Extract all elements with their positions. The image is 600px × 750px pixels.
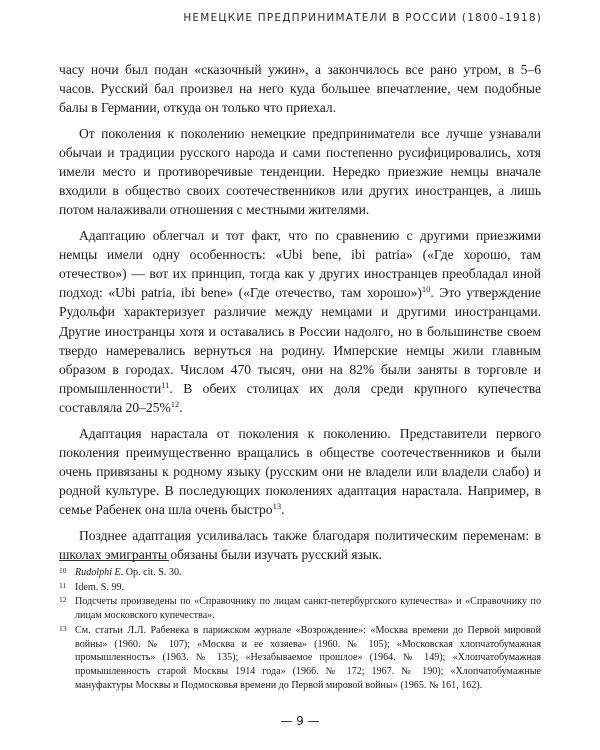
- running-header: НЕМЕЦКИЕ ПРЕДПРИНИМАТЕЛИ В РОССИИ (1800–1918): [183, 12, 542, 24]
- footnote-number: 13: [59, 623, 67, 633]
- footnote-11: [59, 581, 541, 595]
- footnote-13: [59, 624, 541, 693]
- paragraph-3: [59, 226, 541, 418]
- page-number: — 9 —: [280, 714, 320, 728]
- footnote-number: 10: [59, 566, 67, 575]
- footnote-text: См. статьи Л.Л. Рабенека в парижском журнале «Возрождение»: «Москва времени до Первой мировой войны» (1960. № 107); «Москва и ее хозяева» (1960. № 105); «Московская хлопчатобумажная промышленность» (1963. № 135); «Незабываемое прошлое» (1964. № 149); «Хлопчатобумажная промышленность старой Москвы 1914 года» (1966. № 172; 1967. № 190); «Хлопчатобумажные мануфактуры Москвы и Подмосковья времени до Первой мировой войны» (1965. № 161, 162).: [75, 624, 541, 691]
- main-text: [59, 60, 541, 570]
- paragraph-2: От поколения к поколению немецкие предприниматели все лучше узнавали обычаи и традиции русского народа и сами постепенно русифицировались, хотя имели место и противоречивые тенденции. Нередко приезжие немцы вначале входили в общество своих соотечественников или других иностранцев, а лишь потом налаживали отношения с местными жителями.: [59, 125, 541, 218]
- paragraph-3-text-d: .: [179, 400, 183, 416]
- paragraph-3-text-a: Адаптацию облегчал и тот факт, что по сравнению с другими приезжими немцы имели одну особенность: «Ubi bene, ibi patria» («Где хорошо, там отечество») — вот их принцип, тогда как у других иностранцев преобладал иной подход: «Ubi patria, ibi bene» («Где отечество, там хорошо»): [59, 227, 541, 301]
- footnotes: [59, 566, 541, 693]
- footnote-text: [75, 566, 541, 580]
- paragraph-3-text-b: . Это утверждение Рудольфи характеризует различие между немцами и другими иностранцами. Другие иностранцы хотя и оставались в России надолго, но в большинстве своем твердо намеревались вернуться на родину. Имперские немцы жили главным образом в городах. Числом 470 тысяч, они на 82% были заняты в торговле и промышленности: [59, 285, 541, 397]
- footnote-author: Rudolphi E.: [75, 567, 124, 578]
- footnote-number: 12: [59, 595, 67, 605]
- paragraph-4-text-b: .: [281, 502, 285, 518]
- footnote-10: [59, 566, 541, 580]
- footnote-ref-13[interactable]: 13: [272, 501, 282, 512]
- footnote-number: 11: [59, 580, 67, 590]
- footnote-citation: Op. cit. S. 30.: [123, 567, 182, 578]
- footnote-separator: [59, 560, 169, 561]
- paragraph-1: часу ночи был подан «сказочный ужин», а закончилось все рано утром, в 5–6 часов. Русский бал произвел на него куда большее впечатление, чем подобные балы в Германии, откуда он только что приехал.: [59, 62, 541, 116]
- footnote-12: [59, 595, 541, 622]
- paragraph-3-text-c: . В обеих столицах их доля среди крупного купечества составляла 20–25%: [59, 381, 541, 416]
- paragraph-4-text-a: Адаптация нарастала от поколения к поколению. Представители первого поколения преимущественно вращались в обществе соотечественников и были очень привязаны к родному языку (русским они не владели или владели слабо) и родной культуре. В последующих поколениях адаптация нарастала. Например, в семье Рабенек она шла очень быстро: [59, 425, 541, 518]
- paragraph-5: Позднее адаптация усиливалась также благодаря политическим переменам: в школах эмигранты обязаны были изучать русский язык.: [59, 527, 541, 562]
- paragraph-4: [59, 424, 541, 520]
- footnote-text: Подсчеты произведены по «Справочнику по лицам санкт-петербургского купечества» и «Справочнику по лицам московского купечества».: [75, 596, 541, 622]
- footnote-ref-10[interactable]: 10: [421, 284, 431, 295]
- footnote-ref-11[interactable]: 11: [161, 380, 170, 391]
- footnote-ref-12[interactable]: 12: [170, 399, 180, 410]
- footnote-text: Idem. S. 99.: [75, 581, 125, 593]
